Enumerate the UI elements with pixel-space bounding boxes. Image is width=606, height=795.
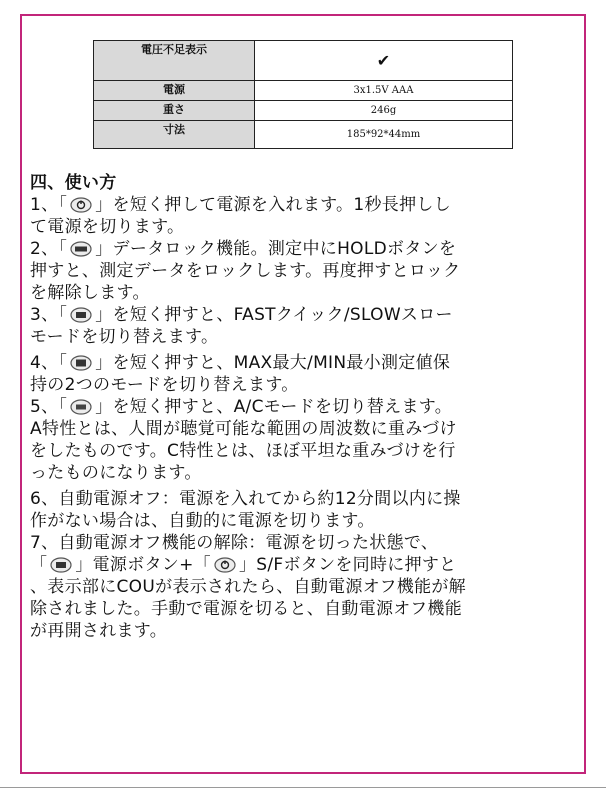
spec-value: 185*92*44mm [255,121,513,149]
spec-value: 3x1.5V AAA [255,81,513,101]
power-button-icon [69,197,93,213]
table-row [94,41,513,81]
item-text: 」を短く押して電源を入れます。1秒長押しし [95,195,451,215]
list-item [30,304,578,348]
item-text: 4、「 [30,353,68,373]
item-text: 5、「 [30,397,68,417]
item-text: 2、「 [30,239,68,259]
item-text: 」電源ボタン+「 [75,555,211,575]
item-text: 3、「 [30,305,68,325]
table-row [94,101,513,121]
spec-label: 電圧不足表示 [94,41,255,81]
item-text: 「 [30,555,48,575]
item-text: A特性とは、人間が聴覚可能な範囲の周波数に重みづけ [30,419,457,439]
fast-slow-button-icon [69,307,93,323]
item-text: 作がない場合は、自動的に電源を切ります。 [30,511,375,531]
item-text: 」を短く押すと、A/Cモードを切り替えます。 [95,397,453,417]
list-item [30,352,578,396]
list-item [30,396,578,484]
item-text: を解除します。 [30,283,150,303]
hold-button-icon [69,241,93,257]
list-item [30,238,578,304]
item-text: 」を短く押すと、MAX最大/MIN最小測定値保 [95,353,451,373]
item-text: が再開されます。 [30,621,168,641]
spec-label: 電源 [94,81,255,101]
item-text: 押すと、測定データをロックします。再度押すとロック [30,261,461,281]
check-icon: ✔ [255,41,513,81]
item-text: をしたものです。C特性とは、ほぼ平坦な重みづけを行 [30,441,456,461]
item-text: ったものになります。 [30,463,202,483]
spec-label: 重さ [94,101,255,121]
item-text: 、表示部にCOUが表示されたら、自動電源オフ機能が解 [30,577,466,597]
item-text: 」S/Fボタンを同時に押すと [238,555,457,575]
ac-button-icon [69,399,93,415]
item-text: 除されました。手動で電源を切ると、自動電源オフ機能 [30,599,462,619]
list-item [30,488,578,532]
item-text: 7、自動電源オフ機能の解除：電源を切った状態で、 [30,533,439,553]
item-text: 」データロック機能。測定中にHOLDボタンを [95,239,457,259]
list-item [30,194,578,238]
spec-value: 246g [255,101,513,121]
usage-section [30,172,578,642]
table-row [94,121,513,149]
item-text: 1、「 [30,195,68,215]
item-text: 6、自動電源オフ：電源を入れてから約12分間以内に操 [30,489,461,509]
spec-table [93,40,513,149]
item-text: モードを切り替えます。 [30,327,219,347]
list-item [30,532,578,642]
spec-label: 寸法 [94,121,255,149]
power-button-icon [49,557,73,573]
sf-button-icon [213,557,237,573]
item-text: 」を短く押すと、FASTクイック/SLOWスロー [95,305,453,325]
item-text: 持の2つのモードを切り替えます。 [30,375,299,395]
max-min-button-icon [69,355,93,371]
table-row [94,81,513,101]
section-heading: 四、使い方 [30,173,117,193]
item-text: て電源を切ります。 [30,217,185,237]
page-divider [0,787,606,788]
